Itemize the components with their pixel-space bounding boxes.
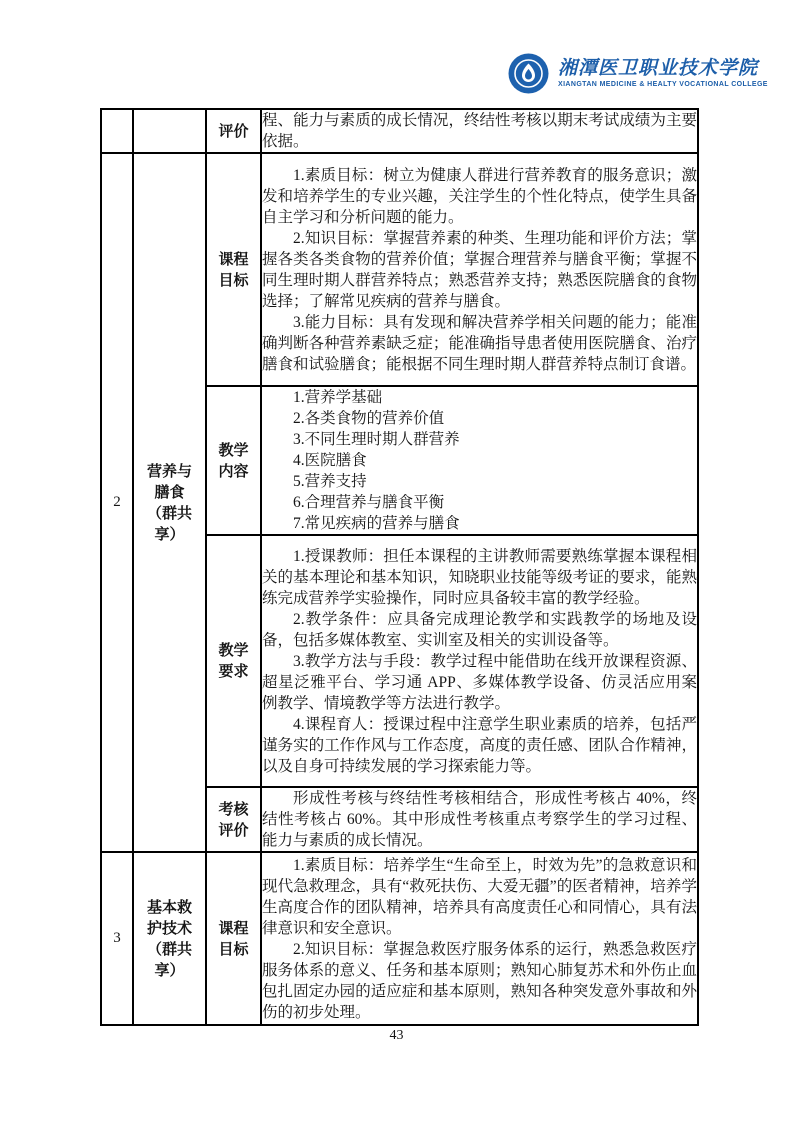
row-index-cell: 3 xyxy=(101,852,133,1025)
section-paragraph: 1.素质目标：培养学生“生命至上，时效为先”的急救意识和现代急救理念，具有“救死扶伤、大爱无疆”的医者精神，培养学生高度合作的团队精神，培养具有高度责任心和同情心，具有法律意识和安全意识。 xyxy=(262,856,697,937)
section-paragraph: 3.能力目标：具有发现和解决营养学相关问题的能力；能准确判断各种营养素缺乏症；能准确指导患者使用医院膳食、治疗膳食和试验膳食；能根据不同生理时期人群营养特点制订食谱。 xyxy=(262,313,697,373)
section-paragraph: 形成性考核与终结性考核相结合，形成性考核占 40%，终结性考核占 60%。其中形成性考核重点考察学生的学习过程、能力与素质的成长情况。 xyxy=(262,790,697,849)
section-paragraph: 2.知识目标：掌握急救医疗服务体系的运行，熟悉急救医疗服务体系的意义、任务和基本原则；熟知心肺复苏术和外伤止血包扎固定办园的适应症和基本原则，熟知各种突发意外事故和外伤的初步处理。 xyxy=(262,940,697,1021)
section-list-item: 5.营养支持 xyxy=(293,473,367,490)
section-list-item: 7.常见疾病的营养与膳食 xyxy=(293,515,460,532)
college-name-block xyxy=(558,58,768,89)
section-content-cell xyxy=(261,109,698,153)
section-label-cell xyxy=(206,535,261,787)
course-name-cell-empty xyxy=(133,109,206,153)
section-label: 考核评价 xyxy=(218,800,249,839)
section-content-cell xyxy=(261,535,698,787)
section-label: 课程目标 xyxy=(218,250,249,289)
course-name-cell xyxy=(133,153,206,852)
section-paragraph: 1.授课教师：担任本课程的主讲教师需要熟练掌握本课程相关的基本理论和基本知识，知晓职业技能等级考证的要求，能熟练完成营养学实验操作，同时应具备较丰富的教学经验。 xyxy=(262,547,697,607)
table-row xyxy=(101,153,698,386)
section-content-cell xyxy=(261,787,698,852)
section-paragraph: 2.教学条件：应具备完成理论教学和实践教学的场地及设备，包括多媒体教室、实训室及相关的实训设备等。 xyxy=(262,610,697,649)
section-list-item: 6.合理营养与膳食平衡 xyxy=(293,494,445,511)
section-paragraph: 程、能力与素质的成长情况，终结性考核以期末考试成绩为主要依据。 xyxy=(262,112,697,150)
section-content-cell xyxy=(261,386,698,535)
table-row-carryover xyxy=(101,109,698,153)
section-paragraph: 4.课程育人：授课过程中注意学生职业素质的培养，包括严谨务实的工作作风与工作态度，高度的责任感、团队合作精神，以及自身可持续发展的学习探索能力等。 xyxy=(262,715,697,775)
section-list-item: 4.医院膳食 xyxy=(293,452,367,469)
section-list-item: 2.各类食物的营养价值 xyxy=(293,410,445,427)
college-logo xyxy=(508,53,768,94)
section-content-cell xyxy=(261,153,698,386)
college-emblem-icon xyxy=(508,53,549,94)
section-label: 课程目标 xyxy=(218,919,249,958)
section-label: 评价 xyxy=(218,122,249,140)
college-name-zh: 湘潭医卫职业技术学院 xyxy=(558,58,759,79)
course-syllabus-table xyxy=(100,108,699,1026)
course-name: 基本救护技术（群共享） xyxy=(146,898,192,979)
section-list-item: 3.不同生理时期人群营养 xyxy=(293,431,460,448)
section-paragraph: 1.素质目标：树立为健康人群进行营养教育的服务意识；激发和培养学生的专业兴趣，关注学生的个性化特点，使学生具备自主学习和分析问题的能力。 xyxy=(262,166,697,226)
section-label: 教学内容 xyxy=(218,441,249,480)
section-paragraph: 2.知识目标：掌握营养素的种类、生理功能和评价方法；掌握各类各类食物的营养价值；掌握合理营养与膳食平衡；掌握不同生理时期人群营养特点；熟悉营养支持；熟悉医院膳食的食物选择；了解常见疾病的营养与膳食。 xyxy=(262,229,697,310)
row-index-cell: 2 xyxy=(101,153,133,852)
section-label-cell xyxy=(206,109,261,153)
section-label-cell xyxy=(206,787,261,852)
course-name: 营养与膳食（群共享） xyxy=(146,462,192,543)
section-list-item: 1.营养学基础 xyxy=(293,389,383,406)
course-name-cell xyxy=(133,852,206,1025)
section-label-cell xyxy=(206,386,261,535)
section-label-cell xyxy=(206,153,261,386)
section-label: 教学要求 xyxy=(218,642,249,680)
table-row xyxy=(101,852,698,1025)
row-index-cell-empty xyxy=(101,109,133,153)
section-paragraph: 3.教学方法与手段：教学过程中能借助在线开放课程资源、超星泛雅平台、学习通 APP、多媒体教学设备、仿灵活应用案例教学、情境教学等方法进行教学。 xyxy=(262,652,697,712)
section-label-cell xyxy=(206,852,261,1025)
page-number: 43 xyxy=(389,1028,404,1043)
college-name-en: XIANGTAN MEDICINE & HEALTY VOCATIONAL COLLEGE xyxy=(558,81,768,88)
section-content-cell xyxy=(261,852,698,1025)
